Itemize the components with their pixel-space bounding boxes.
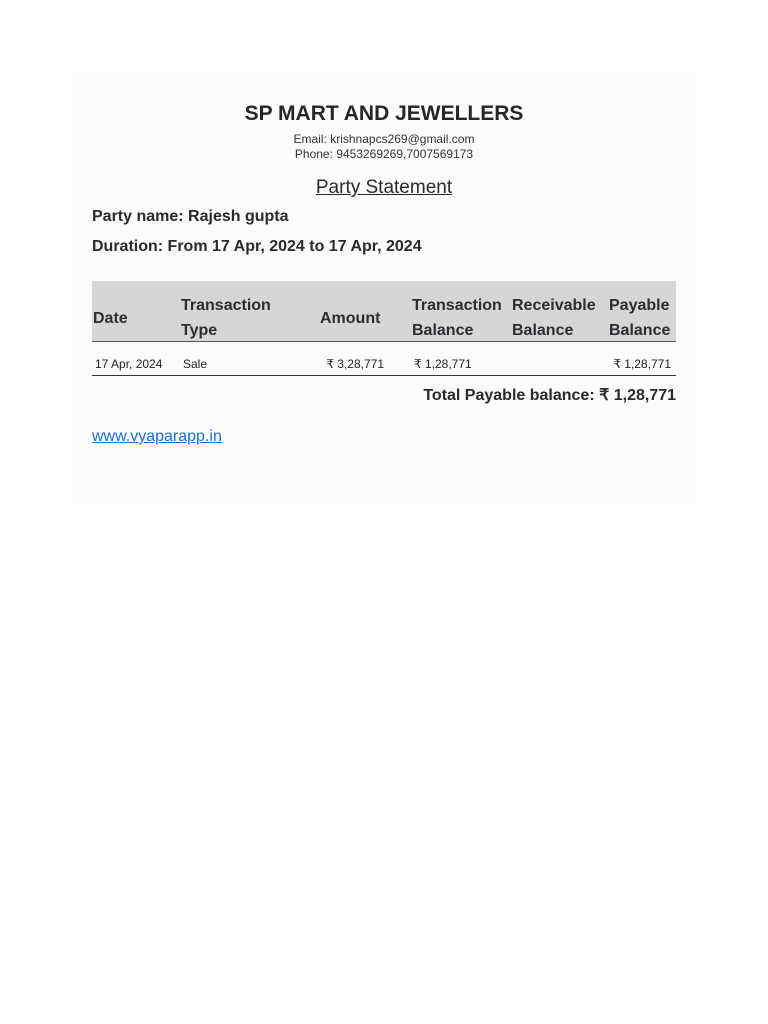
cell-transaction-balance: ₹ 1,28,771 bbox=[414, 357, 472, 371]
header-transaction-type: Transaction Type bbox=[181, 297, 271, 339]
company-phone: Phone: 9453269269,7007569173 bbox=[294, 147, 474, 161]
cell-transaction-type: Sale bbox=[183, 357, 208, 371]
header-receivable-balance: Receivable Balance bbox=[512, 297, 596, 339]
header-transaction-balance: Transaction Balance bbox=[412, 297, 502, 339]
header-date: Date bbox=[93, 310, 128, 327]
cell-payable-balance: ₹ 1,28,771 bbox=[613, 357, 671, 371]
statement-title: Party Statement bbox=[315, 177, 453, 198]
statement-duration: Duration: From 17 Apr, 2024 to 17 Apr, 2024 bbox=[92, 238, 422, 255]
cell-date: 17 Apr, 2024 bbox=[95, 357, 163, 371]
table-header bbox=[92, 281, 676, 342]
website-link[interactable]: www.vyaparapp.in bbox=[92, 428, 222, 445]
company-name: SP MART AND JEWELLERS bbox=[244, 102, 524, 125]
header-payable-balance: Payable Balance bbox=[609, 297, 671, 339]
total-payable-balance: Total Payable balance: ₹ 1,28,771 bbox=[423, 387, 676, 404]
statement-page bbox=[72, 72, 696, 504]
statement-table bbox=[92, 281, 676, 376]
cell-amount: ₹ 3,28,771 bbox=[326, 357, 384, 371]
party-name: Party name: Rajesh gupta bbox=[92, 208, 289, 225]
company-email: Email: krishnapcs269@gmail.com bbox=[293, 132, 475, 146]
table-row bbox=[92, 342, 676, 376]
header-amount: Amount bbox=[320, 310, 381, 327]
